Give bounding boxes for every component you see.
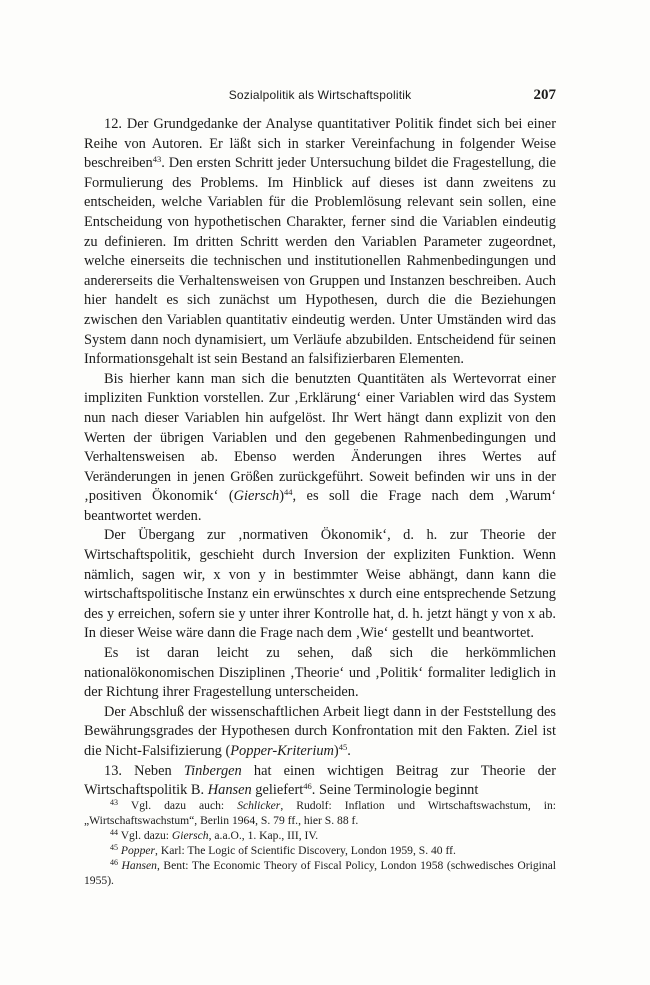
note-marker: 44 (110, 827, 118, 837)
emphasis: Hansen (121, 858, 157, 872)
emphasis: Tinbergen (183, 762, 242, 779)
note-marker: 43 (152, 154, 162, 165)
text-run: Vgl. dazu: (118, 828, 172, 842)
page-number: 207 (533, 87, 556, 103)
text-run: 12. Der Grundgedanke der Analyse quantitativer Politik findet sich bei einer Reihe von Autoren. Er läßt sich in starker Vereinfachung in folgender Weise beschreiben (84, 116, 556, 172)
note-marker: 46 (303, 781, 312, 792)
note-marker: 45 (110, 842, 118, 852)
text-run: . Den ersten Schritt jeder Untersuchung bildet die Fragestellung, die Formulierung des Problems. Im Hinblick auf dieses ist dann zweitens zu entscheiden, welche Variablen für die Problemlösung relevant sein sollen, eine Entscheidung von hypothetischen Charakter, ferner sind die Variablen eindeutig zu definieren. Im dritten Schritt werden den Variablen Parameter zugeordnet, welche einerseits die technischen und institutionellen Rahmenbedingungen und andererseits die Verhaltensweisen von Gruppen und Instanzen beschreiben. Auch hier handelt es sich zunächst um Hypothesen, durch die die Beziehungen zwischen den Variablen quantitativ eindeutig werden. Unter Umständen wird das System dann noch dynamisiert, um Verläufe abzubilden. Entscheidend für seinen Informationsgehalt ist sein Bestand an falsifizierbaren Elementen. (84, 155, 556, 368)
note-marker: 44 (284, 487, 293, 498)
text-run: ) (333, 743, 339, 759)
text-run: 13. Neben (104, 762, 184, 779)
paragraph (84, 115, 556, 370)
footnotes (84, 799, 556, 888)
paragraph (84, 526, 556, 644)
paragraph (84, 762, 556, 801)
footnote (84, 859, 556, 889)
footnote (84, 799, 556, 829)
note-marker: 45 (338, 742, 348, 752)
paragraph (84, 370, 556, 527)
page-header (84, 88, 556, 108)
paragraph (84, 644, 556, 703)
running-title: Sozialpolitik als Wirtschaftspolitik (228, 88, 412, 102)
text-run: , Rudolf: Inflation und Wirtschaftswachstum, in: „Wirtschaftswachstum“, Berlin 1964, S. 79 ff., hier S. 88 f. (84, 799, 557, 827)
emphasis: Popper (120, 843, 156, 857)
emphasis: Hansen (207, 782, 252, 799)
text-run: Bis hierher kann man sich die benutzten Quantitäten als Wertevorrat einer impliziten Funktion vorstellen. Zur ‚Erklärung‘ einer Variablen wird das System nun nach dieser Variablen hin aufgelöst. Ihr Wert hängt dann explizit von den Werten der übrigen Variablen und den gegebenen Rahmenbedingungen und Verhaltensweisen ab. Ebenso werden Änderungen ihres Wertes auf Veränderungen in jenen Größen zurückgeführt. Soweit befinden wir uns in der ‚positiven Ökonomik‘ ( (84, 370, 556, 505)
text-run: , Bent: The Economic Theory of Fiscal Policy, London 1958 (schwedisches Original 1955). (84, 858, 556, 887)
text-run: geliefert (251, 782, 304, 799)
text-run: Es ist daran leicht zu sehen, daß sich die herkömmlichen nationalökonomischen Disziplinen ‚Theorie‘ und ‚Politik‘ formaliter lediglich in der Richtung ihrer Fragestellung unterscheiden. (84, 645, 556, 701)
text-run: Vgl. dazu auch: (118, 799, 238, 812)
text-run: . Seine Terminologie beginnt (311, 782, 479, 799)
text-run: . (347, 743, 351, 759)
text-run: ) (279, 488, 284, 505)
emphasis: Giersch (233, 488, 280, 505)
body-text (84, 115, 556, 801)
text-run: hat einen wichtigen Beitrag zur Theorie der Wirtschaftspolitik B. (84, 762, 556, 799)
text-run: , Karl: The Logic of Scientific Discovery, London 1959, S. 40 ff. (155, 843, 456, 857)
footnote (84, 844, 556, 859)
emphasis: Schlicker (237, 799, 281, 812)
paragraph (84, 703, 556, 762)
text-run: , es soll die Frage nach dem ‚Warum‘ beantwortet werden. (84, 488, 556, 524)
emphasis: Giersch (171, 828, 209, 842)
note-marker: 46 (110, 857, 118, 867)
footnote (84, 829, 556, 844)
text-run: Der Abschluß der wissenschaftlichen Arbeit liegt dann in der Feststellung des Bewährungsgrades der Hypothesen durch Konfrontation mit den Fakten. Ziel ist die Nicht-Falsifizierung ( (84, 703, 556, 759)
note-marker: 43 (110, 798, 118, 807)
emphasis: Popper-Kriterium (230, 743, 334, 759)
text-run: , a.a.O., 1. Kap., III, IV. (208, 828, 319, 842)
text-run: Der Übergang zur ‚normativen Ökonomik‘, d. h. zur Theorie der Wirtschaftspolitik, geschieht durch Inversion der expliziten Funktion. Wenn nämlich, sagen wir, x von y in bestimmter Weise abhängt, dann kann die wirtschaftspolitische Instanz ein erwünschtes x durch eine entsprechende Setzung des y erreichen, sofern sie y unter ihrer Kontrolle hat, d. h. jetzt hängt y von x ab. In dieser Weise wäre dann die Frage nach dem ‚Wie‘ gestellt und beantwortet. (84, 527, 556, 642)
